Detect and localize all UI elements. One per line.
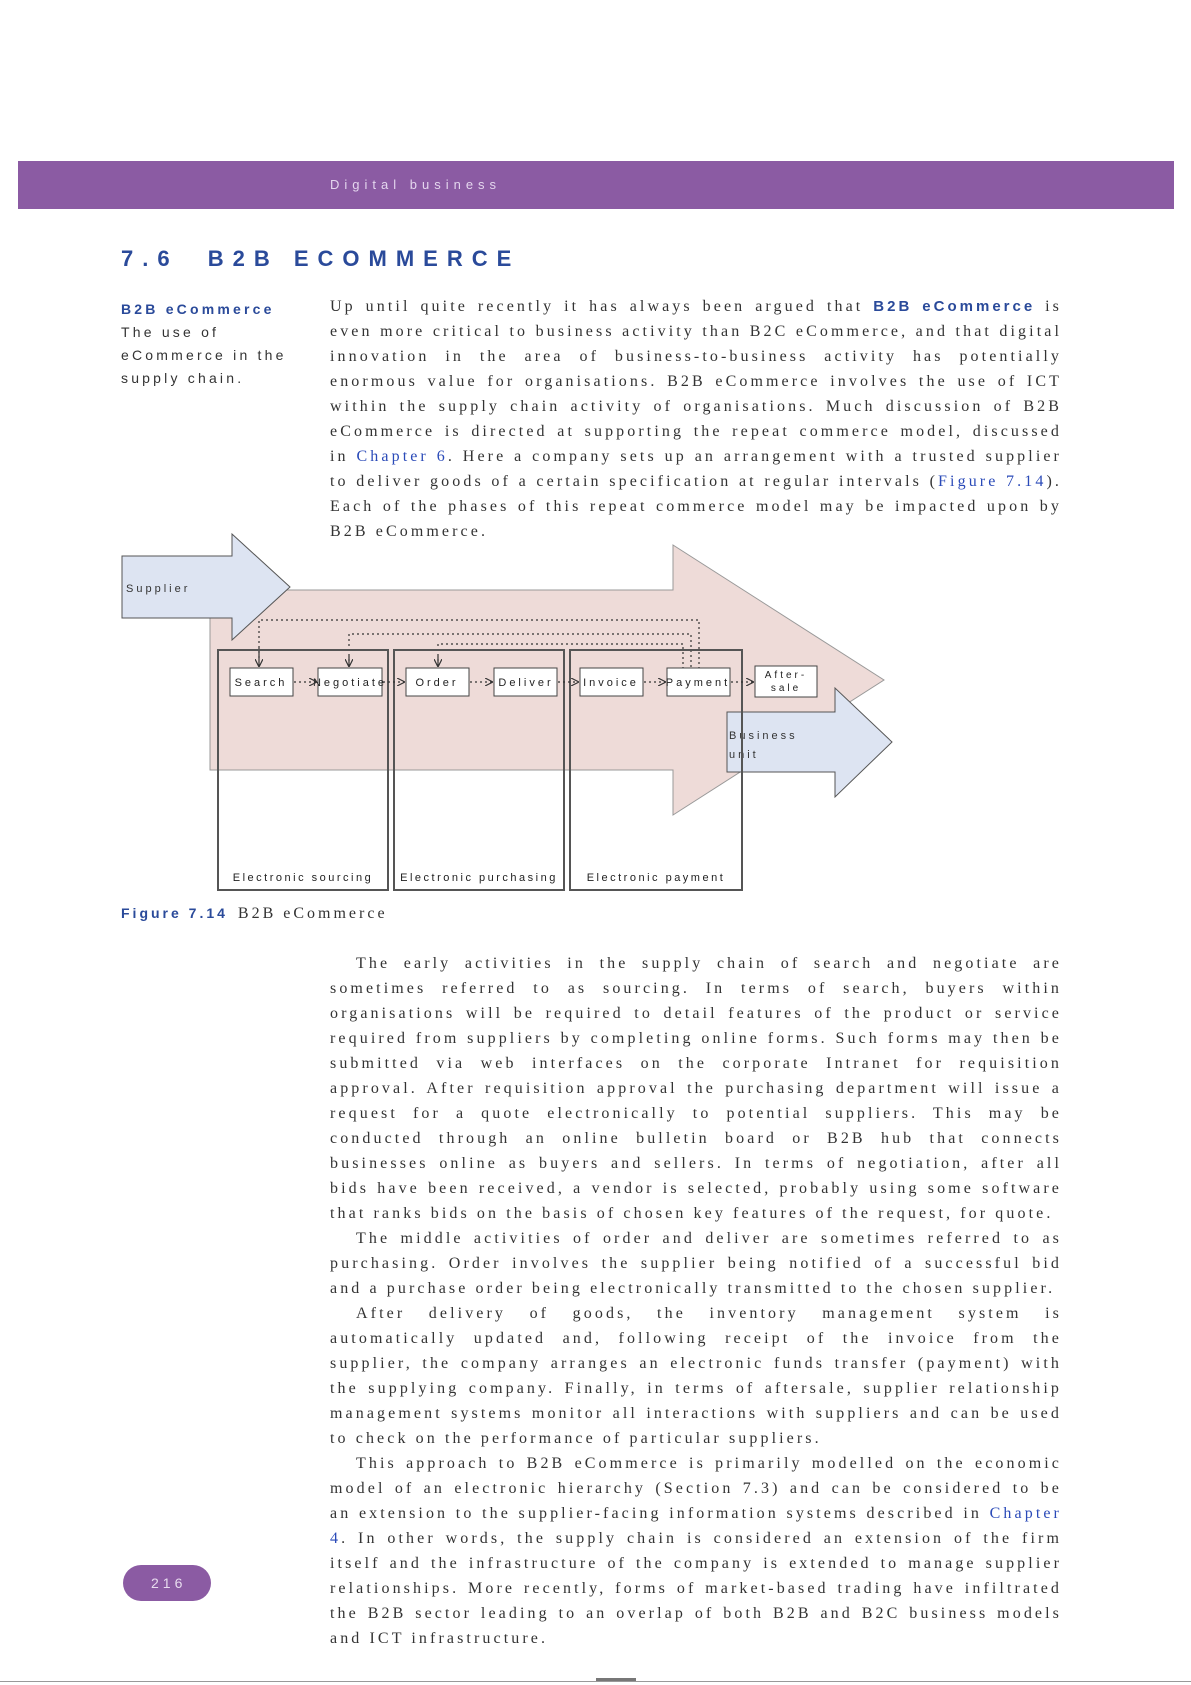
paragraph-hierarchy-text-1: This approach to B2B eCommerce is primarily modelled on the economic model of an electronic hierarchy (Section 7.3) and can be considered to be an extension to the supplier-facing information systems described in bbox=[330, 1455, 1062, 1522]
intro-text-1: Up until quite recently it has always been argued that bbox=[330, 298, 874, 315]
intro-text-4: ). Each of the phases of this repeat commerce model may be impacted upon by B2B eCommerce. bbox=[330, 473, 1062, 540]
intro-paragraph bbox=[330, 294, 1062, 544]
step-aftersale-label-2: sale bbox=[770, 683, 802, 694]
figure-7-14-link[interactable]: Figure 7.14 bbox=[938, 473, 1047, 490]
chapter-4-link[interactable]: Chapter 4 bbox=[330, 1505, 1062, 1547]
section-heading bbox=[121, 246, 520, 272]
main-body-text bbox=[330, 951, 1062, 1651]
group-label-sourcing: Electronic sourcing bbox=[232, 872, 374, 884]
group-label-payment: Electronic payment bbox=[586, 872, 726, 884]
step-invoice-label: Invoice bbox=[583, 677, 639, 689]
step-payment-label: Payment bbox=[665, 677, 731, 689]
paragraph-hierarchy-text-2: . In other words, the supply chain is considered an extension of the firm itself and the infrastructure of the company is extended to manage supplier relationships. More recently, forms of market-based trading have infiltrated the B2B sector leading to an overlap of both B2B and B2C business models and ICT infrastructure. bbox=[330, 1530, 1062, 1647]
b2b-diagram bbox=[0, 520, 1191, 900]
step-aftersale-label-1: After- bbox=[764, 670, 808, 681]
figure-caption-text: B2B eCommerce bbox=[237, 905, 388, 922]
paragraph-payment: After delivery of goods, the inventory management system is automatically updated and, following receipt of the invoice from the supplier, the company arranges an electronic funds transfer (payment) with the supplying company. Finally, in terms of aftersale, supplier relationship management systems monitor all interactions with suppliers and can be used to check on the performance of particular suppliers. bbox=[330, 1305, 1062, 1447]
business-unit-label-2: unit bbox=[729, 749, 759, 761]
margin-definition bbox=[121, 298, 306, 390]
page-number-badge bbox=[123, 1565, 211, 1601]
step-search-label: Search bbox=[234, 677, 288, 689]
page-number: 216 bbox=[151, 1575, 187, 1591]
business-unit-label-1: Business bbox=[729, 730, 798, 742]
chapter-6-link[interactable]: Chapter 6 bbox=[356, 448, 448, 465]
figure-caption bbox=[121, 905, 388, 923]
figure-caption-label: Figure 7.14 bbox=[121, 905, 228, 921]
bottom-tick bbox=[596, 1678, 636, 1681]
supplier-label: Supplier bbox=[126, 583, 191, 595]
margin-definition-text: The use of eCommerce in the supply chain. bbox=[121, 324, 287, 386]
step-deliver-label: Deliver bbox=[498, 677, 554, 689]
running-header-title: Digital business bbox=[330, 177, 502, 192]
margin-term: B2B eCommerce bbox=[121, 301, 275, 317]
paragraph-purchasing: The middle activities of order and deliver are sometimes referred to as purchasing. Order involves the supplier being notified of a successful bid and a purchase order being electronically transmitted to the chosen supplier. bbox=[330, 1230, 1062, 1297]
bottom-rule bbox=[0, 1681, 1191, 1682]
group-label-purchasing: Electronic purchasing bbox=[400, 872, 558, 884]
figure-b2b-ecommerce bbox=[0, 520, 1191, 900]
paragraph-sourcing: The early activities in the supply chain of search and negotiate are sometimes referred to as sourcing. In terms of search, buyers within organisations will be required to detail features of the product or service required from suppliers by completing online forms. Such forms may then be submitted via web interfaces on the corporate Intranet for requisition approval. After requisition approval the purchasing department will issue a request for a quote electronically to potential suppliers. This may be conducted through an online bulletin board or B2B hub that connects businesses online as buyers and sellers. In terms of negotiation, after all bids have been received, a vendor is selected, probably using some software that ranks bids on the basis of chosen key features of the request, for quote. bbox=[330, 955, 1062, 1222]
intro-text-2: is even more critical to business activity than B2C eCommerce, and that digital innovation in the area of business-to-business activity has potentially enormous value for organisations. B2B eCommerce involves the use of ICT within the supply chain activity of organisations. Much discussion of B2B eCommerce is directed at supporting the repeat commerce model, discussed in bbox=[330, 298, 1062, 465]
section-title: B2B ECOMMERCE bbox=[207, 246, 521, 271]
step-order-label: Order bbox=[415, 677, 459, 689]
section-number: 7.6 bbox=[121, 246, 179, 271]
paragraph-hierarchy bbox=[330, 1451, 1062, 1651]
running-header-band bbox=[18, 161, 1174, 209]
intro-keyword: B2B eCommerce bbox=[873, 298, 1036, 315]
step-negotiate-label: Negotiate bbox=[312, 677, 388, 689]
intro-text-3: . Here a company sets up an arrangement with a trusted supplier to deliver goods of a certain specification at regular intervals ( bbox=[330, 448, 1062, 490]
